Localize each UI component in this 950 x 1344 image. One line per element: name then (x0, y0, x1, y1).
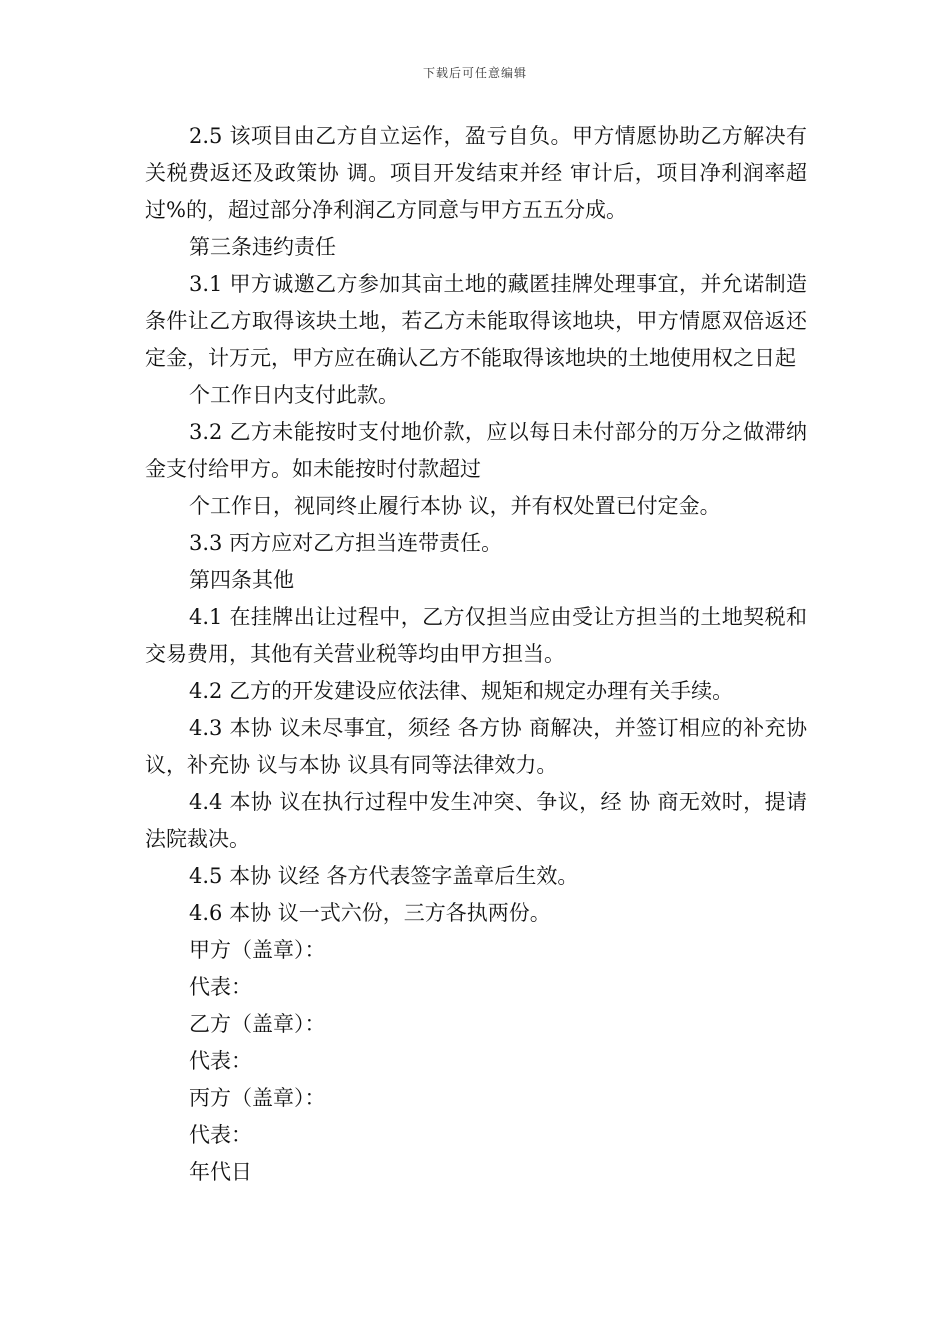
party-c-representative-label: 代表： (189, 1123, 252, 1147)
page-header-note: 下载后可任意编辑 (422, 66, 527, 80)
section-heading-3: 第三条违约责任 (189, 235, 336, 259)
clause-3-3: 3.3 丙方应对乙方担当连带责任。 (189, 531, 503, 555)
clause-4-1: 4.1 在挂牌出让过程中，乙方仅担当应由受让方担当的土地契税和交易费用，其他有关营业税等均由甲方担当。 (145, 605, 807, 666)
clause-4-6: 4.6 本协 议一式六份，三方各执两份。 (189, 901, 551, 925)
section-heading-4: 第四条其他 (189, 568, 294, 592)
party-a-representative-label: 代表： (189, 975, 252, 999)
party-a-seal-label: 甲方（盖章）： (189, 938, 326, 962)
clause-4-4: 4.4 本协 议在执行过程中发生冲突、争议，经 协 商无效时，提请法院裁决。 (145, 790, 807, 851)
party-b-seal-label: 乙方（盖章）： (189, 1012, 326, 1036)
date-line: 年代日 (189, 1160, 252, 1184)
clause-4-5: 4.5 本协 议经 各方代表签字盖章后生效。 (189, 864, 579, 888)
clause-3-1: 3.1 甲方诚邀乙方参加其亩土地的藏匿挂牌处理事宜，并允诺制造条件让乙方取得该块土地，若乙方未能取得该地块，甲方情愿双倍返还定金，计万元，甲方应在确认乙方不能取得该地块的土地使用权之日起 (145, 272, 807, 370)
party-b-representative-label: 代表： (189, 1049, 252, 1073)
clause-3-2: 3.2 乙方未能按时支付地价款，应以每日未付部分的万分之做滞纳金支付给甲方。如未能按时付款超过 (145, 420, 807, 481)
clause-4-2: 4.2 乙方的开发建设应依法律、规矩和规定办理有关手续。 (189, 679, 734, 703)
document-body (145, 118, 807, 1191)
clause-2-5: 2.5 该项目由乙方自立运作，盈亏自负。甲方情愿协助乙方解决有关税费返还及政策协 调。项目开发结束并经 审计后，项目净利润率超过%的，超过部分净利润乙方同意与甲方五五分成。 (145, 124, 807, 222)
clause-3-2-continuation: 个工作日，视同终止履行本协 议，并有权处置已付定金。 (189, 494, 721, 518)
party-c-seal-label: 丙方（盖章）： (189, 1086, 326, 1110)
clause-4-3: 4.3 本协 议未尽事宜，须经 各方协 商解决，并签订相应的补充协 议，补充协 议与本协 议具有同等法律效力。 (145, 716, 807, 777)
clause-3-1-continuation: 个工作日内支付此款。 (189, 383, 399, 407)
